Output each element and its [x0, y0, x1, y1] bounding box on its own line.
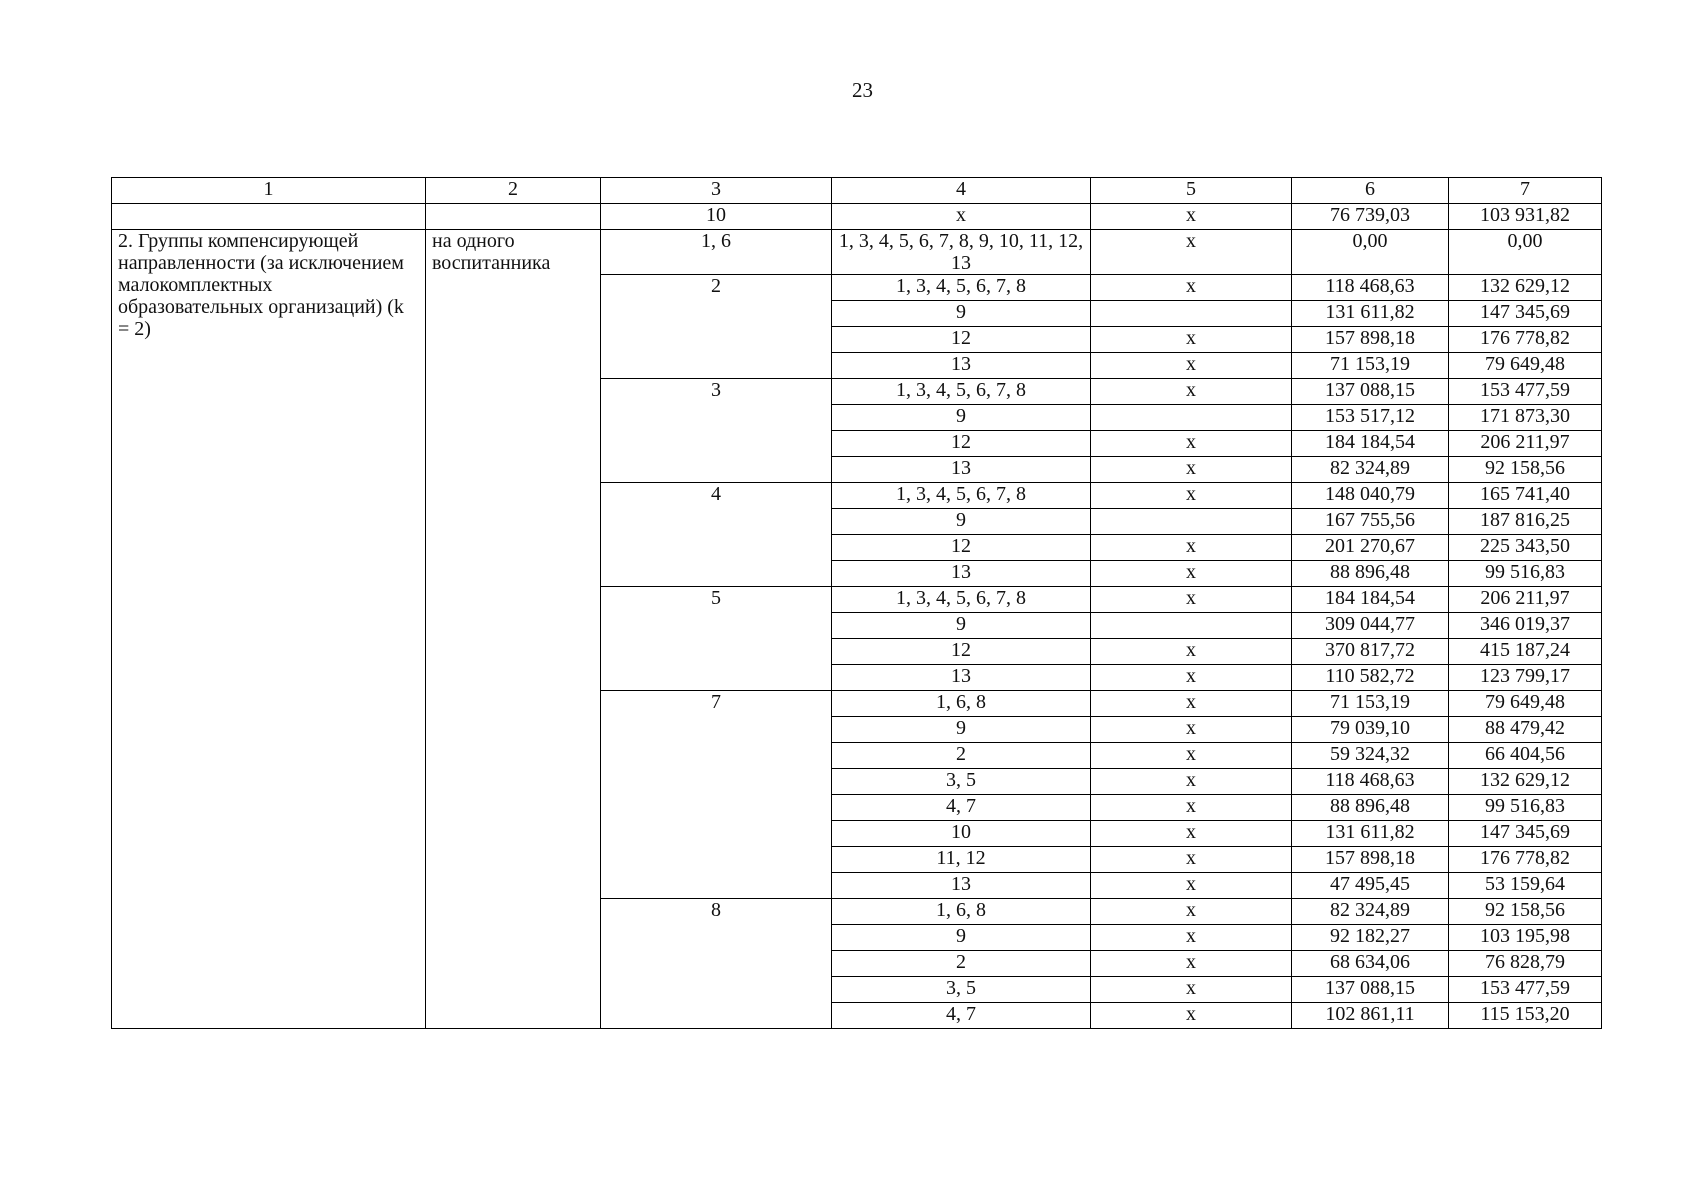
table-cell: 9	[832, 613, 1091, 639]
table-cell: 11, 12	[832, 847, 1091, 873]
table-cell: 3, 5	[832, 769, 1091, 795]
table-cell: х	[1091, 204, 1292, 230]
value-cell: 176 778,82	[1449, 847, 1602, 873]
value-cell: 147 345,69	[1449, 301, 1602, 327]
value-cell: 370 817,72	[1292, 639, 1449, 665]
category-name-cell: 2. Группы компенсирующей направленности (за исключением малокомплектных образовательных организаций) (k = 2)	[112, 230, 426, 1029]
table-cell: х	[1091, 587, 1292, 613]
value-cell: 115 153,20	[1449, 1003, 1602, 1029]
value-cell: 137 088,15	[1292, 977, 1449, 1003]
table-cell: 1, 3, 4, 5, 6, 7, 8	[832, 379, 1091, 405]
table-cell: 13	[832, 665, 1091, 691]
value-cell: 59 324,32	[1292, 743, 1449, 769]
value-cell: 79 649,48	[1449, 353, 1602, 379]
group-cell: 4	[601, 483, 832, 587]
value-cell: 99 516,83	[1449, 795, 1602, 821]
value-cell: 47 495,45	[1292, 873, 1449, 899]
table-cell: х	[1091, 353, 1292, 379]
table-cell	[1091, 301, 1292, 327]
value-cell: 225 343,50	[1449, 535, 1602, 561]
table-cell: х	[1091, 769, 1292, 795]
group-cell: 2	[601, 275, 832, 379]
table-cell: х	[1091, 821, 1292, 847]
value-cell: 171 873,30	[1449, 405, 1602, 431]
table-cell: х	[1091, 925, 1292, 951]
table-cell: х	[1091, 639, 1292, 665]
value-cell: 110 582,72	[1292, 665, 1449, 691]
table-cell: 12	[832, 639, 1091, 665]
value-cell: 88 479,42	[1449, 717, 1602, 743]
value-cell: 157 898,18	[1292, 847, 1449, 873]
value-cell: 53 159,64	[1449, 873, 1602, 899]
table-cell: х	[1091, 457, 1292, 483]
table-cell: х	[1091, 275, 1292, 301]
table-cell: х	[1091, 717, 1292, 743]
value-cell: 79 039,10	[1292, 717, 1449, 743]
value-cell: 103 195,98	[1449, 925, 1602, 951]
value-cell: 131 611,82	[1292, 301, 1449, 327]
value-cell: 131 611,82	[1292, 821, 1449, 847]
table-cell: 13	[832, 873, 1091, 899]
value-cell: 187 816,25	[1449, 509, 1602, 535]
group-cell: 8	[601, 899, 832, 1029]
value-cell: 99 516,83	[1449, 561, 1602, 587]
header-cell: 6	[1292, 178, 1449, 204]
value-cell: 0,00	[1449, 230, 1602, 275]
page-number: 23	[852, 78, 873, 102]
value-cell: 92 158,56	[1449, 899, 1602, 925]
value-cell: 88 896,48	[1292, 795, 1449, 821]
table-row	[112, 230, 1602, 275]
table-cell: 10	[601, 204, 832, 230]
value-cell: 0,00	[1292, 230, 1449, 275]
value-cell: 309 044,77	[1292, 613, 1449, 639]
value-cell: 153 477,59	[1449, 977, 1602, 1003]
group-cell: 7	[601, 691, 832, 899]
table-cell: 9	[832, 405, 1091, 431]
value-cell: 153 477,59	[1449, 379, 1602, 405]
table-cell: х	[1091, 327, 1292, 353]
value-cell: 82 324,89	[1292, 899, 1449, 925]
table-cell: 13	[832, 561, 1091, 587]
value-cell: 346 019,37	[1449, 613, 1602, 639]
value-cell: 118 468,63	[1292, 769, 1449, 795]
table-cell: х	[1091, 743, 1292, 769]
table-cell: 12	[832, 327, 1091, 353]
table-cell: х	[1091, 1003, 1292, 1029]
table-cell: 2	[832, 743, 1091, 769]
value-cell: 148 040,79	[1292, 483, 1449, 509]
table-cell: х	[1091, 535, 1292, 561]
header-cell: 1	[112, 178, 426, 204]
table-cell: х	[1091, 431, 1292, 457]
table-cell	[1091, 509, 1292, 535]
value-cell: 132 629,12	[1449, 275, 1602, 301]
value-cell: 132 629,12	[1449, 769, 1602, 795]
table-cell: х	[1091, 873, 1292, 899]
value-cell: 165 741,40	[1449, 483, 1602, 509]
value-cell: 82 324,89	[1292, 457, 1449, 483]
category-unit-cell: на одного воспитанника	[426, 230, 601, 1029]
value-cell: 79 649,48	[1449, 691, 1602, 717]
table-cell: 1, 3, 4, 5, 6, 7, 8	[832, 483, 1091, 509]
table-cell: 3, 5	[832, 977, 1091, 1003]
table-row	[112, 204, 1602, 230]
tariff-table	[111, 177, 1602, 1029]
value-cell: 206 211,97	[1449, 431, 1602, 457]
table-cell: 13	[832, 457, 1091, 483]
value-cell: 102 861,11	[1292, 1003, 1449, 1029]
table-cell	[1091, 405, 1292, 431]
table-cell: 9	[832, 509, 1091, 535]
table-cell: 9	[832, 301, 1091, 327]
value-cell: 153 517,12	[1292, 405, 1449, 431]
value-cell: 68 634,06	[1292, 951, 1449, 977]
table-cell: х	[1091, 951, 1292, 977]
table-cell: х	[1091, 483, 1292, 509]
table-cell: х	[1091, 977, 1292, 1003]
table-cell: 4, 7	[832, 1003, 1091, 1029]
table-cell: 1, 6, 8	[832, 691, 1091, 717]
value-cell: 157 898,18	[1292, 327, 1449, 353]
table-cell: 1, 3, 4, 5, 6, 7, 8	[832, 587, 1091, 613]
header-cell: 7	[1449, 178, 1602, 204]
value-cell: 184 184,54	[1292, 587, 1449, 613]
table-cell: х	[1091, 899, 1292, 925]
value-cell: 137 088,15	[1292, 379, 1449, 405]
table-cell: 10	[832, 821, 1091, 847]
header-cell: 2	[426, 178, 601, 204]
table-cell: 103 931,82	[1449, 204, 1602, 230]
group-cell: 1, 6	[601, 230, 832, 275]
value-cell: 88 896,48	[1292, 561, 1449, 587]
header-row	[112, 178, 1602, 204]
table-cell: 1, 3, 4, 5, 6, 7, 8	[832, 275, 1091, 301]
value-cell: 92 158,56	[1449, 457, 1602, 483]
table-cell: х	[1091, 691, 1292, 717]
table-cell: х	[1091, 847, 1292, 873]
value-cell: 76 828,79	[1449, 951, 1602, 977]
table-cell: 2	[832, 951, 1091, 977]
value-cell: 206 211,97	[1449, 587, 1602, 613]
table-cell: 13	[832, 353, 1091, 379]
value-cell: 118 468,63	[1292, 275, 1449, 301]
value-cell: 176 778,82	[1449, 327, 1602, 353]
group-cell: 5	[601, 587, 832, 691]
group-cell: 3	[601, 379, 832, 483]
value-cell: 167 755,56	[1292, 509, 1449, 535]
table-cell: х	[1091, 379, 1292, 405]
table-cell: х	[1091, 230, 1292, 275]
value-cell: 66 404,56	[1449, 743, 1602, 769]
header-cell: 3	[601, 178, 832, 204]
value-cell: 201 270,67	[1292, 535, 1449, 561]
table-cell: 4, 7	[832, 795, 1091, 821]
table-body	[112, 178, 1602, 1029]
value-cell: 184 184,54	[1292, 431, 1449, 457]
table-cell	[426, 204, 601, 230]
table-cell	[112, 204, 426, 230]
header-cell: 4	[832, 178, 1091, 204]
value-cell: 147 345,69	[1449, 821, 1602, 847]
header-cell: 5	[1091, 178, 1292, 204]
table-cell: х	[1091, 561, 1292, 587]
value-cell: 415 187,24	[1449, 639, 1602, 665]
table-cell: 12	[832, 535, 1091, 561]
table-cell: х	[1091, 795, 1292, 821]
table-cell: 12	[832, 431, 1091, 457]
value-cell: 71 153,19	[1292, 691, 1449, 717]
table-cell: 1, 6, 8	[832, 899, 1091, 925]
value-cell: 123 799,17	[1449, 665, 1602, 691]
table-cell: 9	[832, 717, 1091, 743]
table-cell: х	[1091, 665, 1292, 691]
table-cell: 1, 3, 4, 5, 6, 7, 8, 9, 10, 11, 12, 13	[832, 230, 1091, 275]
table-cell: х	[832, 204, 1091, 230]
value-cell: 71 153,19	[1292, 353, 1449, 379]
table-cell: 76 739,03	[1292, 204, 1449, 230]
table-cell	[1091, 613, 1292, 639]
value-cell: 92 182,27	[1292, 925, 1449, 951]
table-cell: 9	[832, 925, 1091, 951]
